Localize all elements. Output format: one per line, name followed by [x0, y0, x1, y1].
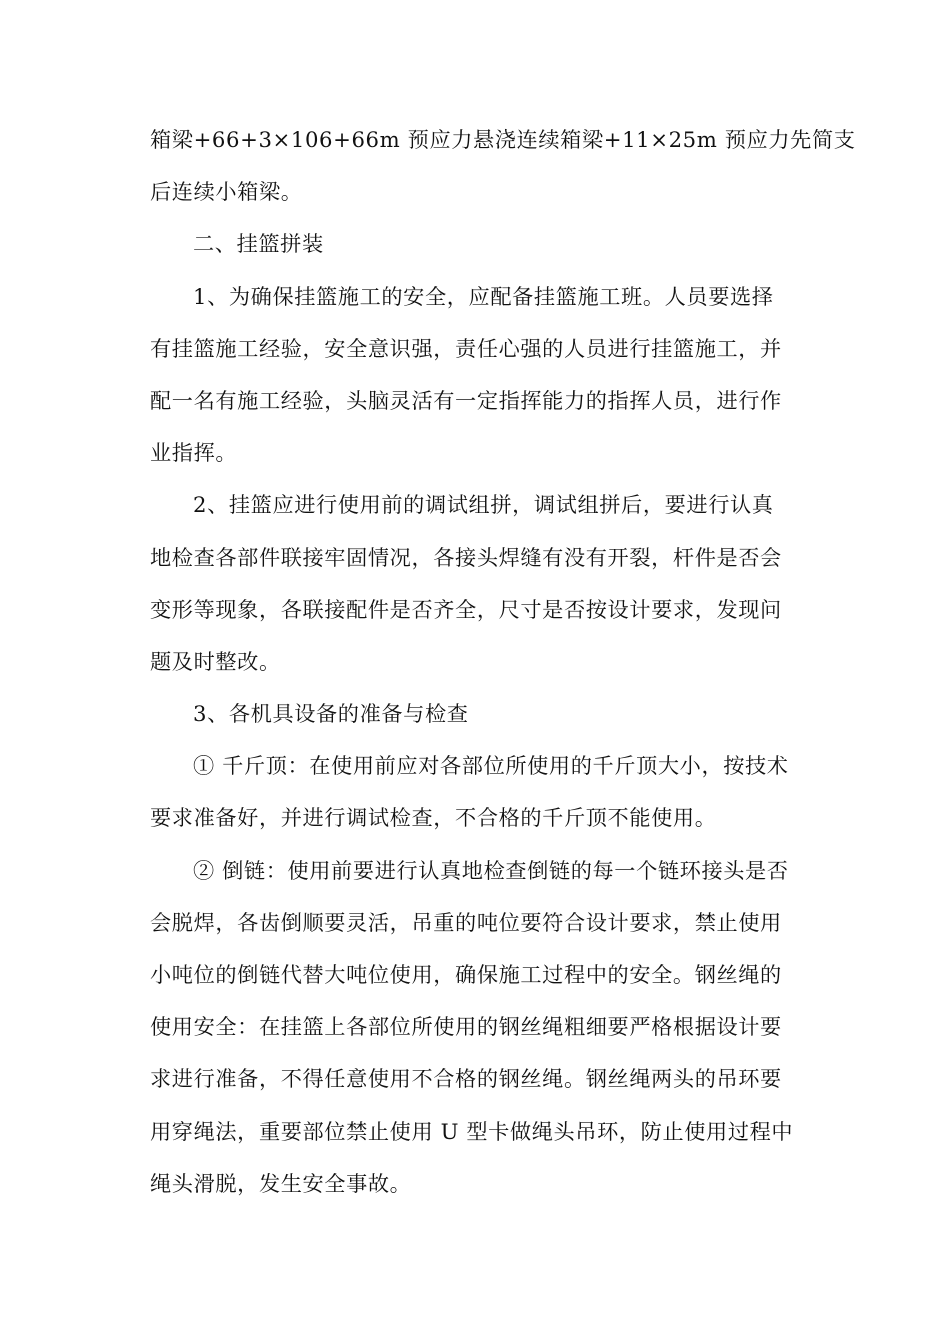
- text-line: 有挂篮施工经验，安全意识强，责任心强的人员进行挂篮施工，并: [150, 335, 782, 361]
- text-line: 1、为确保挂篮施工的安全，应配备挂篮施工班。人员要选择: [193, 283, 774, 309]
- text-line: 配一名有施工经验，头脑灵活有一定指挥能力的指挥人员，进行作: [150, 387, 782, 413]
- text-line: ① 千斤顶：在使用前应对各部位所使用的千斤顶大小，按技术: [193, 753, 789, 779]
- body-text: [150, 114, 856, 1210]
- paragraph-item-3: [150, 688, 802, 740]
- text-line: 业指挥。: [150, 440, 238, 466]
- text-line: ② 倒链：使用前要进行认真地检查倒链的每一个链环接头是否: [193, 857, 789, 883]
- text-line: 要求准备好，并进行调试检查，不合格的千斤顶不能使用。: [150, 805, 717, 831]
- text-line: 求进行准备，不得任意使用不合格的钢丝绳。钢丝绳两头的吊环要: [150, 1066, 782, 1092]
- text-line: 3、各机具设备的准备与检查: [193, 701, 469, 727]
- paragraph-chain-hoist: [150, 845, 802, 1210]
- text-line: 使用安全：在挂篮上各部位所使用的钢丝绳粗细要严格根据设计要: [150, 1014, 782, 1040]
- section-heading-text: 二、挂篮拼装: [193, 231, 324, 257]
- paragraph-intro-continuation: [150, 114, 856, 218]
- text-line: 题及时整改。: [150, 648, 281, 674]
- paragraph-item-2: [150, 479, 802, 688]
- text-line: 会脱焊，各齿倒顺要灵活，吊重的吨位要符合设计要求，禁止使用: [150, 909, 782, 935]
- text-line: 小吨位的倒链代替大吨位使用，确保施工过程中的安全。钢丝绳的: [150, 962, 782, 987]
- text-line: 地检查各部件联接牢固情况，各接头焊缝有没有开裂，杆件是否会: [150, 544, 782, 570]
- section-heading: [150, 218, 802, 270]
- text-line: 变形等现象，各联接配件是否齐全，尺寸是否按设计要求，发现问: [150, 596, 782, 622]
- text-line: 箱梁+66+3×106+66m 预应力悬浇连续箱梁+11×25m 预应力先简支: [150, 127, 856, 152]
- paragraph-item-1: [150, 271, 802, 480]
- paragraph-jack: [150, 740, 802, 844]
- text-line: 2、挂篮应进行使用前的调试组拼，调试组拼后，要进行认真: [193, 492, 774, 518]
- text-line: 用穿绳法，重要部位禁止使用 U 型卡做绳头吊环，防止使用过程中: [150, 1118, 794, 1144]
- text-line: 绳头滑脱，发生安全事故。: [150, 1170, 412, 1196]
- text-line: 后连续小箱梁。: [150, 179, 303, 205]
